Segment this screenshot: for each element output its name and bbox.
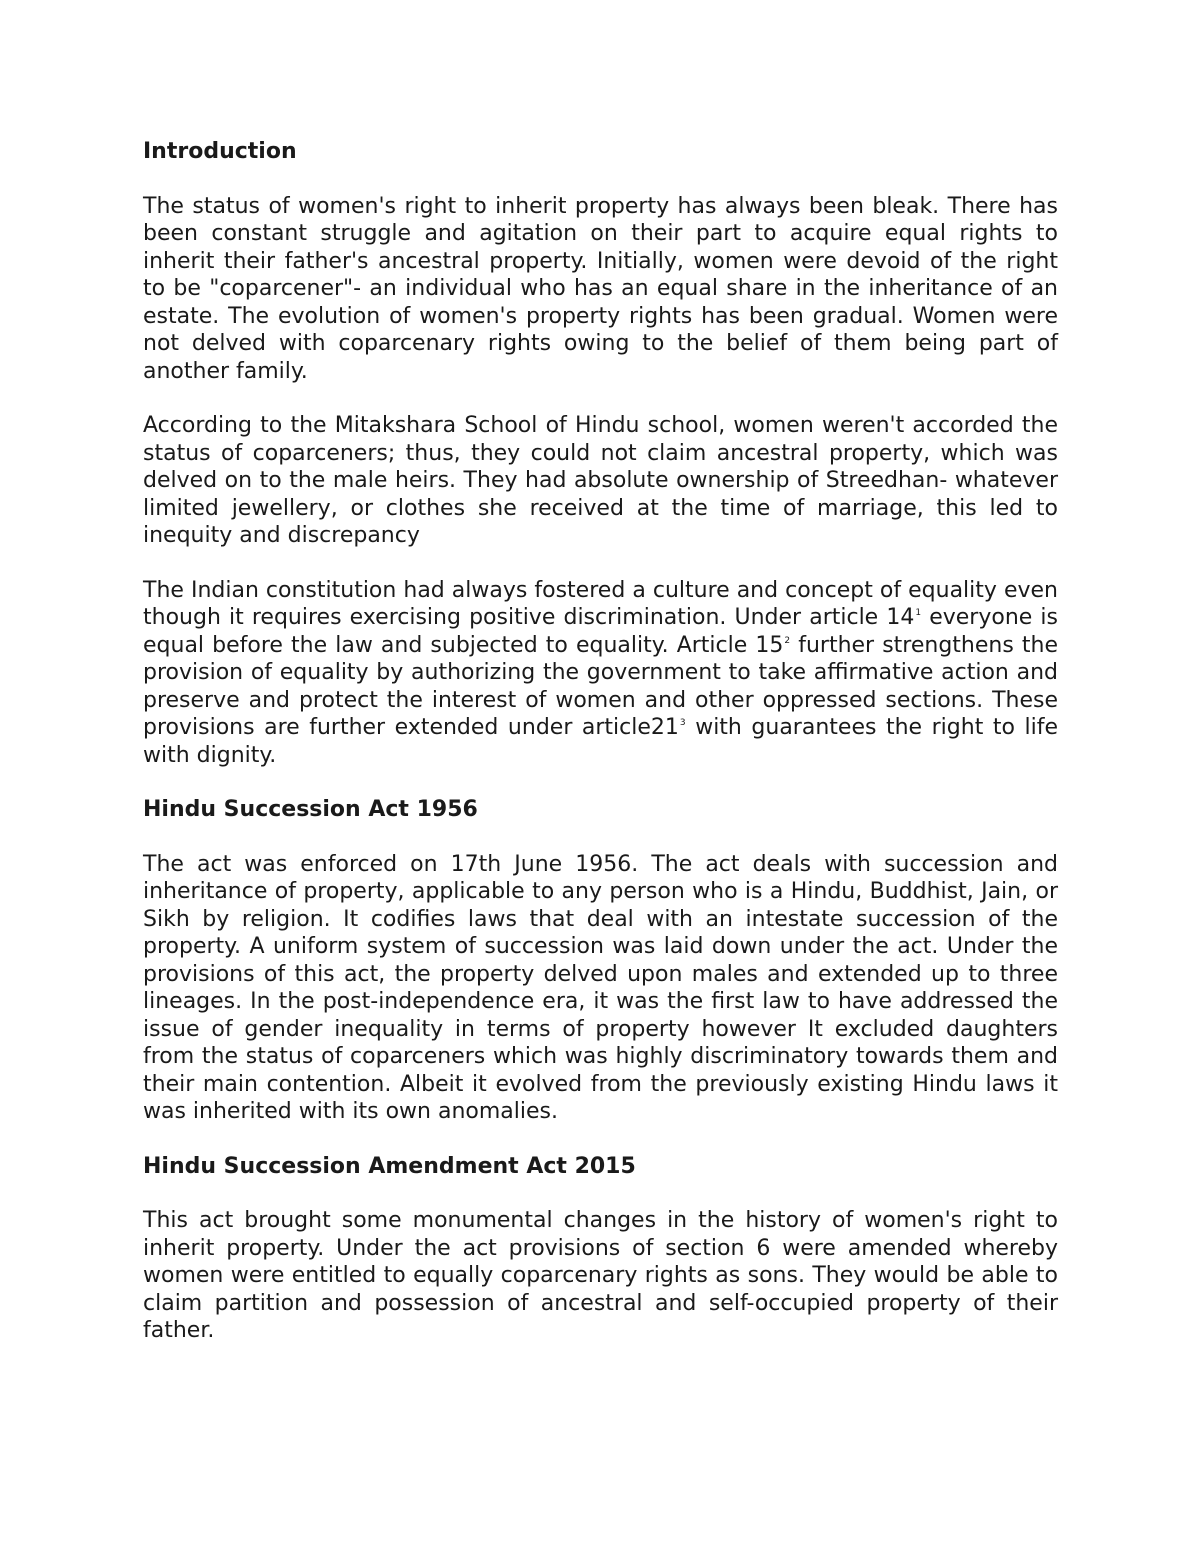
footnote-ref-3: 3 — [679, 718, 686, 728]
footnote-ref-1: 1 — [915, 608, 922, 618]
intro-p3-text-c: further strengthens the provision of equality by authorizing the government to take affirmative action and preserve and protect the interest of women and other oppressed sections. These provisions are further extended under article21 — [143, 632, 1058, 740]
intro-paragraph-3 — [143, 577, 1058, 770]
intro-paragraph-1: The status of women's right to inherit property has always been bleak. There has been constant struggle and agitation on their part to acquire equal rights to inherit their father's ancestral property. Initially, women were devoid of the right to be "coparcener"- an individual who has an equal share in the inheritance of an estate. The evolution of women's property rights has been gradual. Women were not delved with coparcenary rights owing to the belief of them being part of another family. — [143, 193, 1058, 384]
intro-p3-text-b: everyone is equal before the law and subjected to equality. Article 15 — [143, 605, 1058, 658]
hsa1956-paragraph: The act was enforced on 17th June 1956. The act deals with succession and inheritance of property, applicable to any person who is a Hindu, Buddhist, Jain, or Sikh by religion. It codifies laws that deal with an intestate succession of the property. A uniform system of succession was laid down under the act. Under the provisions of this act, the property delved upon males and extended up to three lineages. In the post-independence era, it was the first law to have addressed the issue of gender inequality in terms of property however It excluded daughters from the status of coparceners which was highly discriminatory towards them and their main contention. Albeit it evolved from the previously existing Hindu laws it was inherited with its own anomalies. — [143, 851, 1058, 1124]
footnote-ref-2: 2 — [784, 635, 791, 646]
intro-p3-text-d: with guarantees the right to life with dignity. — [143, 715, 1059, 768]
intro-p3-text-a: The Indian constitution had always fostered a culture and concept of equality even though it requires exercising positive discrimination. Under article 14 — [143, 577, 1058, 630]
heading-hindu-succession-amendment-act-2015: Hindu Succession Amendment Act 2015 — [143, 1153, 636, 1179]
intro-paragraph-2: According to the Mitakshara School of Hindu school, women weren't accorded the status of coparceners; thus, they could not claim ancestral property, which was delved on to the male heirs. They had absolute ownership of Streedhan- whatever limited jewellery, or clothes she received at the time of marriage, this led to inequity and discrepancy — [143, 413, 1058, 548]
heading-introduction: Introduction — [143, 139, 297, 164]
hsa2015-paragraph: This act brought some monumental changes in the history of women's right to inherit property. Under the act provisions of section 6 were amended whereby women were entitled to equally coparcenary rights as sons. They would be able to claim partition and possession of ancestral and self-occupied property of their father. — [143, 1208, 1058, 1343]
heading-hindu-succession-act-1956: Hindu Succession Act 1956 — [143, 797, 478, 822]
document-page — [143, 138, 1058, 1372]
